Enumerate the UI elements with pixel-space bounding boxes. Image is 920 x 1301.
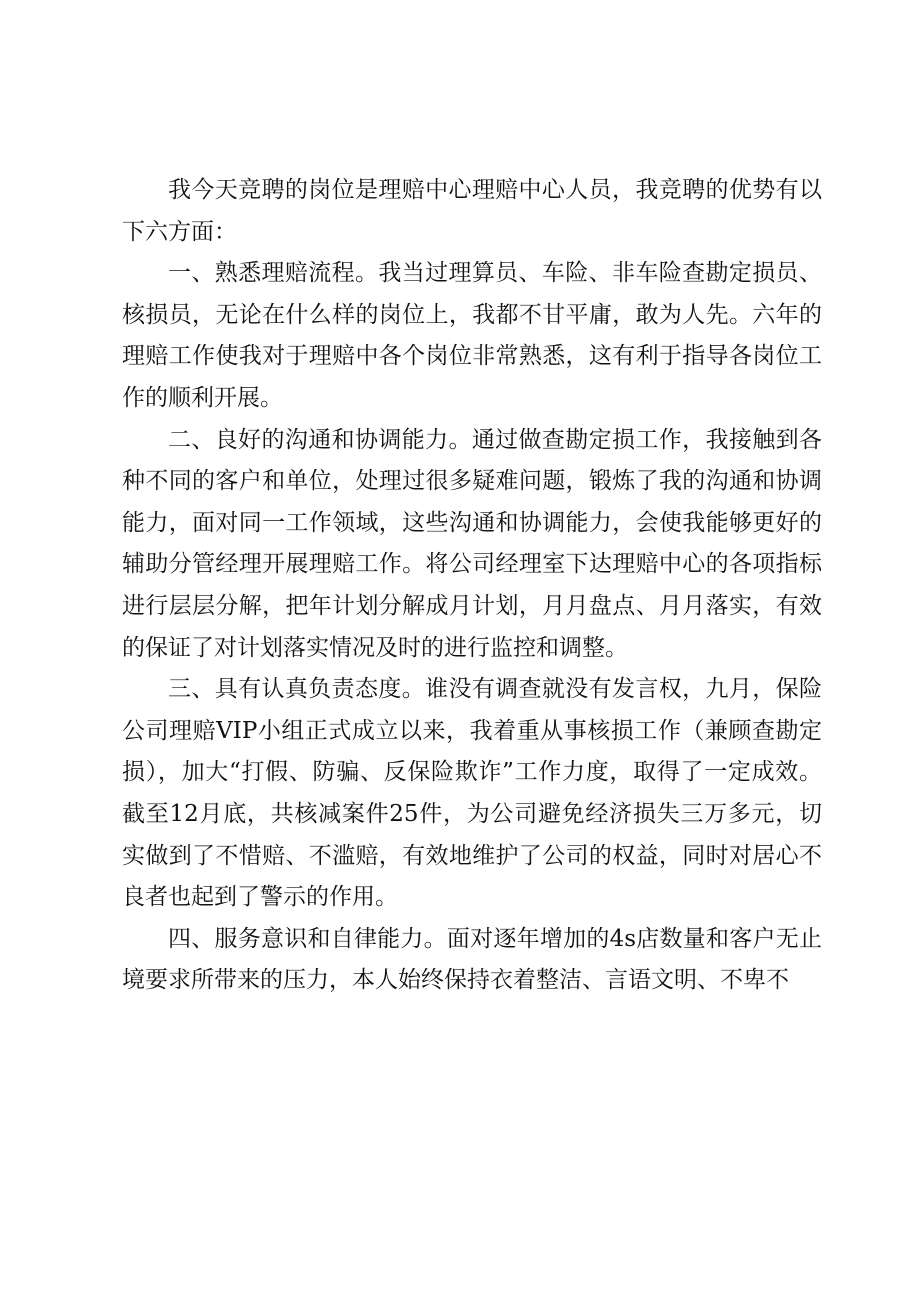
paragraph-point-4: 四、服务意识和自律能力。面对逐年增加的4s店数量和客户无止境要求所带来的压力，本人始终保持衣着整洁、言语文明、不卑不: [122, 925, 822, 994]
paragraph-point-1: 一、熟悉理赔流程。我当过理算员、车险、非车险查勘定损员、核损员，无论在什么样的岗位上，我都不甘平庸，敢为人先。六年的理赔工作使我对于理赔中各个岗位非常熟悉，这有利于指导各岗位工作的顺利开展。: [122, 260, 822, 411]
paragraph-point-2: 二、良好的沟通和协调能力。通过做查勘定损工作，我接触到各种不同的客户和单位，处理过很多疑难问题，锻炼了我的沟通和协调能力，面对同一工作领域，这些沟通和协调能力，会使我能够更好的辅助分管经理开展理赔工作。将公司经理室下达理赔中心的各项指标进行层层分解，把年计划分解成月计划，月月盘点、月月落实，有效的保证了对计划落实情况及时的进行监控和调整。: [122, 426, 822, 661]
paragraph-intro: 我今天竞聘的岗位是理赔中心理赔中心人员，我竞聘的优势有以下六方面：: [122, 177, 822, 245]
paragraph-point-3: 三、具有认真负责态度。谁没有调查就没有发言权，九月，保险公司理赔VIP小组正式成立以来，我着重从事核损工作（兼顾查勘定损），加大“打假、防骗、反保险欺诈”工作力度，取得了一定成效。截至12月底，共核减案件25件，为公司避免经济损失三万多元，切实做到了不惜赔、不滥赔，有效地维护了公司的权益，同时对居心不良者也起到了警示的作用。: [122, 676, 822, 911]
document-body: [122, 170, 822, 1002]
